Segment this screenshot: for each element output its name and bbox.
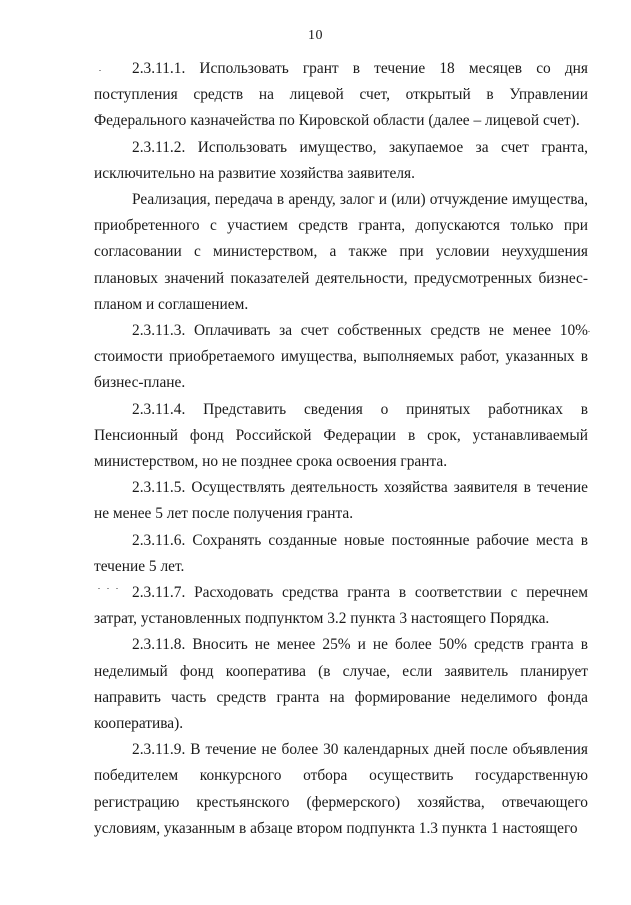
- scan-speck: [98, 588, 100, 589]
- paragraph-2-3-11-9: 2.3.11.9. В течение не более 30 календарных дней после объявления победителем конкурсного отбора осуществить государственную регистрацию крестьянского (фермерского) хозяйства, отвечающего условиям, указанным в абзаце втором подпункта 1.3 пункта 1 настоящего: [94, 741, 588, 837]
- scan-speck: [116, 588, 118, 589]
- paragraph-2-3-11-5: 2.3.11.5. Осуществлять деятельность хозяйства заявителя в течение не менее 5 лет после получения гранта.: [94, 479, 588, 523]
- paragraph-2-3-11-6: 2.3.11.6. Сохранять созданные новые постоянные рабочие места в течение 5 лет.: [94, 531, 588, 575]
- document-body: [94, 56, 588, 842]
- paragraph-property-disposal: Реализация, передача в аренду, залог и (или) отчуждение имущества, приобретенного с участием средств гранта, допускаются только при согласовании с министерством, а также при условии неухудшения плановых значений показателей деятельности, предусмотренных бизнес-планом и соглашением.: [94, 191, 588, 313]
- page-number: 10: [308, 28, 323, 43]
- scan-speck: [588, 331, 590, 332]
- scan-speck: [99, 70, 101, 71]
- paragraph-2-3-11-8: 2.3.11.8. Вносить не менее 25% и не более 50% средств гранта в неделимый фонд кооператива (в случае, если заявитель планирует направить часть средств гранта на формирование неделимого фонда кооператива).: [94, 636, 588, 733]
- paragraph-2-3-11-2: 2.3.11.2. Использовать имущество, закупаемое за счет гранта, исключительно на развитие хозяйства заявителя.: [94, 138, 588, 182]
- scan-speck: [107, 588, 109, 589]
- paragraph-2-3-11-3: 2.3.11.3. Оплачивать за счет собственных средств не менее 10% стоимости приобретаемого имущества, выполняемых работ, указанных в бизнес-плане.: [94, 322, 588, 392]
- paragraph-2-3-11-1: 2.3.11.1. Использовать грант в течение 18 месяцев со дня поступления средств на лицевой счет, открытый в Управлении Федерального казначейства по Кировской области (далее – лицевой счет).: [94, 60, 588, 130]
- paragraph-2-3-11-4: 2.3.11.4. Представить сведения о принятых работниках в Пенсионный фонд Российской Федерации в срок, устанавливаемый министерством, но не позднее срока освоения гранта.: [94, 400, 588, 471]
- paragraph-2-3-11-7: 2.3.11.7. Расходовать средства гранта в соответствии с перечнем затрат, установленных подпунктом 3.2 пункта 3 настоящего Порядка.: [94, 584, 588, 628]
